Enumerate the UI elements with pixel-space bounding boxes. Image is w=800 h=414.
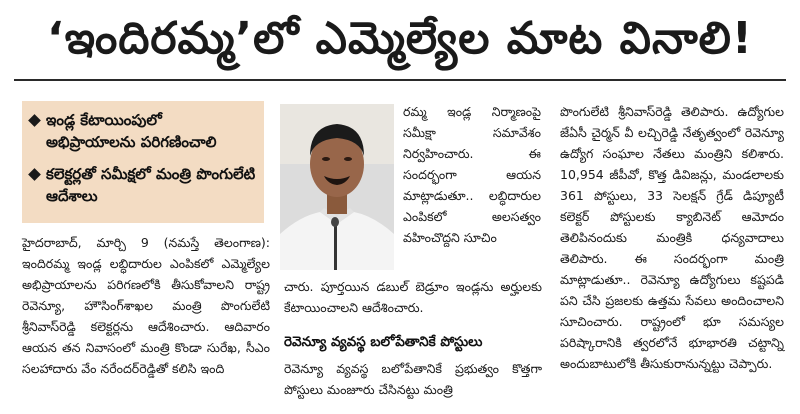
article-paragraph: రెవెన్యూ వ్యవస్థ బలోపేతానికే ప్రభుత్వం కొత్తగా పోస్టులు మంజూరు చేసినట్టు మంత్రి <box>284 361 542 397</box>
highlight-text: ఇండ్ల కేటాయింపులో అభిప్రాయాలను పరిగణించాలి <box>46 111 217 151</box>
minister-photo <box>280 104 394 270</box>
article-column-2-top <box>403 101 541 248</box>
article-column-2-bottom <box>284 358 542 400</box>
highlight-text: కలెక్టర్లతో సమీక్షలో మంత్రి పొంగులేటి ఆదేశాలు <box>46 165 256 205</box>
section-subhead: రెవెన్యూ వ్యవస్థ బలోపేతానికే పోస్టులు <box>284 334 483 350</box>
highlight-item <box>30 163 256 207</box>
article-column-2-mid <box>284 276 542 318</box>
article-column-3 <box>560 101 784 374</box>
portrait-image <box>280 104 394 270</box>
highlight-item <box>30 109 256 153</box>
headline: ‘ఇందిరమ్మ’లో ఎమ్మెల్యేల మాట వినాలి! <box>46 13 753 64</box>
headline-rule <box>14 79 786 81</box>
diamond-bullet-icon <box>28 168 41 181</box>
article-paragraph: పొంగులేటి శ్రీనివాస్‌రెడ్డి తెలిపారు. ఉద్యోగుల జేఏసీ చైర్మన్ వీ లచ్చిరెడ్డి నేతృత్వంలో రెవెన్యూ ఉద్యోగ సంఘాల నేతలు మంత్రిని కలిశారు. 10,954 జీపీవో, కొత్త డివిజన్లు, మండలాలకు 361 పోస్టులు, 33 సెలక్షన్ గ్రేడ్ డిప్యూటీ కలెక్టర్ పోస్టులకు క్యాబినెట్ ఆమోదం తెలిపినందుకు మంత్రికి ధన్యవాదాలు తెలిపారు. ఈ సందర్భంగా మంత్రి మాట్లాడుతూ.. రెవెన్యూ ఉద్యోగులు కష్టపడి పని చేసి ప్రజలకు ఉత్తమ సేవలు అందించాలని సూచించారు. రాష్ట్రంలో భూ సమస్యల పరిష్కారానికి త్వరలోనే భూభారతి చట్టాన్ని అందుబాటులోకి తీసుకురానున్నట్టు చెప్పారు. <box>560 104 784 371</box>
article-column-1 <box>22 232 270 379</box>
article-paragraph: రమ్మ ఇండ్ల నిర్మాణంపై సమీక్షా సమావేశం నిర్వహించారు. ఈ సందర్భంగా ఆయన మాట్లాడుతూ.. లబ్ధిదారుల ఎంపికలో అలసత్వం వహించొద్దని సూచిం <box>403 104 541 245</box>
article-paragraph: చారు. పూర్తయిన డబుల్ బెడ్రూం ఇండ్లను అర్హులకు కేటాయించాలని ఆదేశించారు. <box>284 279 542 315</box>
diamond-bullet-icon <box>28 114 41 127</box>
highlights-box <box>22 101 264 223</box>
article-paragraph: హైదరాబాద్, మార్చి 9 (నమస్తే తెలంగాణ): ఇందిరమ్మ ఇండ్ల లబ్ధిదారుల ఎంపికలో ఎమ్మెల్యేల అభిప్రాయాలను పరిగణలోకి తీసుకోవాలని రాష్ట్ర రెవెన్యూ, హౌసింగ్‌శాఖల మంత్రి పొంగులేటి శ్రీనివాస్‌రెడ్డి కలెక్టర్లను ఆదేశించారు. ఆదివారం ఆయన తన నివాసంలో మంత్రి కొండా సురేఖ, సీఎం సలహాదారు వేం నరేందర్‌రెడ్డితో కలిసి ఇంది <box>22 235 270 376</box>
